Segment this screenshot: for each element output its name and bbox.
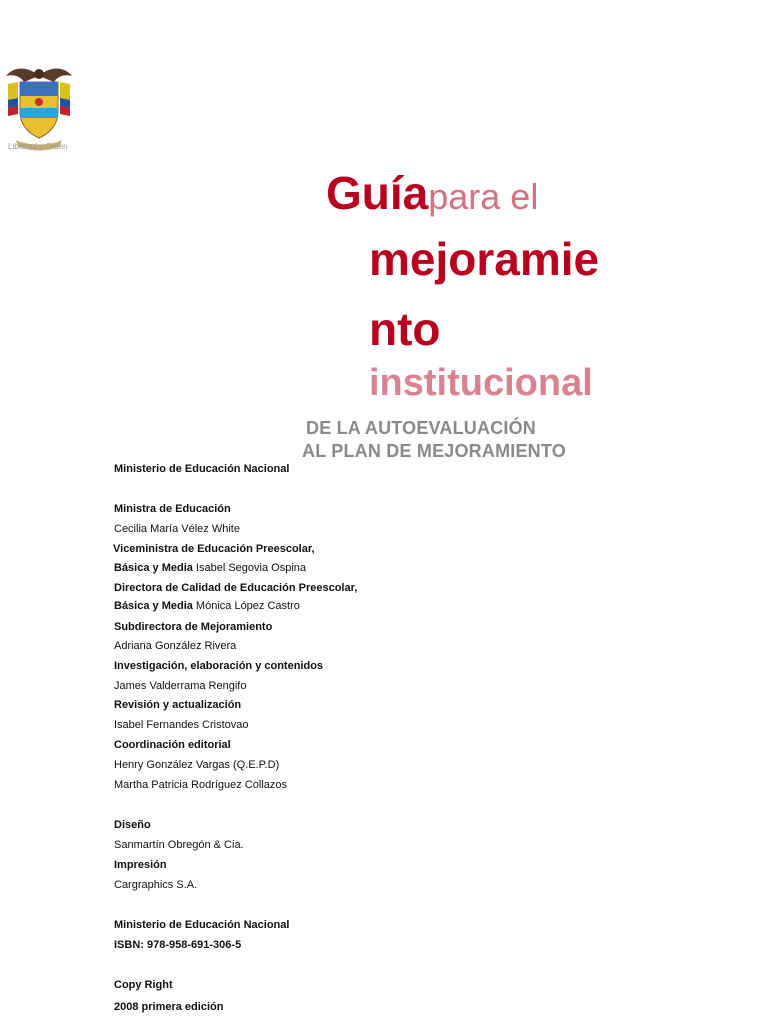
review-label: Revisión y actualización: [114, 699, 242, 711]
review-name: Isabel Fernandes Cristovao: [114, 719, 249, 731]
vice-minister-label-2: Básica y Media: [114, 562, 193, 574]
coordinator-name-2: Martha Patricia Rodríguez Collazos: [114, 779, 288, 791]
director-label-2: Básica y Media: [114, 600, 193, 612]
title-word-para-el: para el: [428, 176, 539, 217]
title-line-1: [326, 166, 538, 220]
subtitle-line-1: DE LA AUTOEVALUACIÓN: [306, 418, 537, 438]
editorial-coordination-label: Coordinación editorial: [114, 739, 231, 751]
research-name: James Valderrama Rengifo: [114, 680, 247, 692]
ministry-heading: Ministerio de Educación Nacional: [114, 463, 290, 475]
printing-label: Impresión: [114, 859, 167, 871]
vice-minister-line: [114, 561, 306, 575]
emblem-motto: Libertad y Orden: [8, 142, 68, 151]
subtitle-line-2: AL PLAN DE MEJORAMIENTO: [302, 441, 566, 461]
title-line-3: nto: [369, 303, 441, 355]
title-line-2: mejoramie: [369, 233, 600, 285]
ministry-footer: Ministerio de Educación Nacional: [114, 919, 290, 931]
isbn: ISBN: 978-958-691-306-5: [114, 939, 242, 951]
title-word-guia: Guía: [326, 167, 429, 219]
director-label: Directora de Calidad de Educación Preescolar,: [114, 582, 358, 594]
vice-minister-name: Isabel Segovia Ospina: [192, 562, 307, 574]
director-name: Mónica López Castro: [192, 600, 300, 612]
title-line-4: institucional: [369, 362, 593, 404]
minister-name: Cecilia María Vélez White: [114, 523, 240, 535]
subdirector-label: Subdirectora de Mejoramiento: [114, 621, 273, 633]
coordinator-name-1: Henry González Vargas (Q.E.P.D): [114, 759, 280, 771]
minister-label: Ministra de Educación: [114, 503, 231, 515]
design-label: Diseño: [114, 819, 151, 831]
edition: 2008 primera edición: [114, 1001, 224, 1013]
printing-name: Cargraphics S.A.: [114, 879, 198, 891]
vice-minister-label: Viceministra de Educación Preescolar,: [113, 543, 315, 555]
subdirector-name: Adriana González Rivera: [114, 640, 237, 652]
design-name: Sanmartín Obregón & Cia.: [114, 839, 244, 851]
copyright: Copy Right: [114, 979, 173, 991]
research-label: Investigación, elaboración y contenidos: [114, 660, 324, 672]
director-line: [114, 599, 300, 613]
